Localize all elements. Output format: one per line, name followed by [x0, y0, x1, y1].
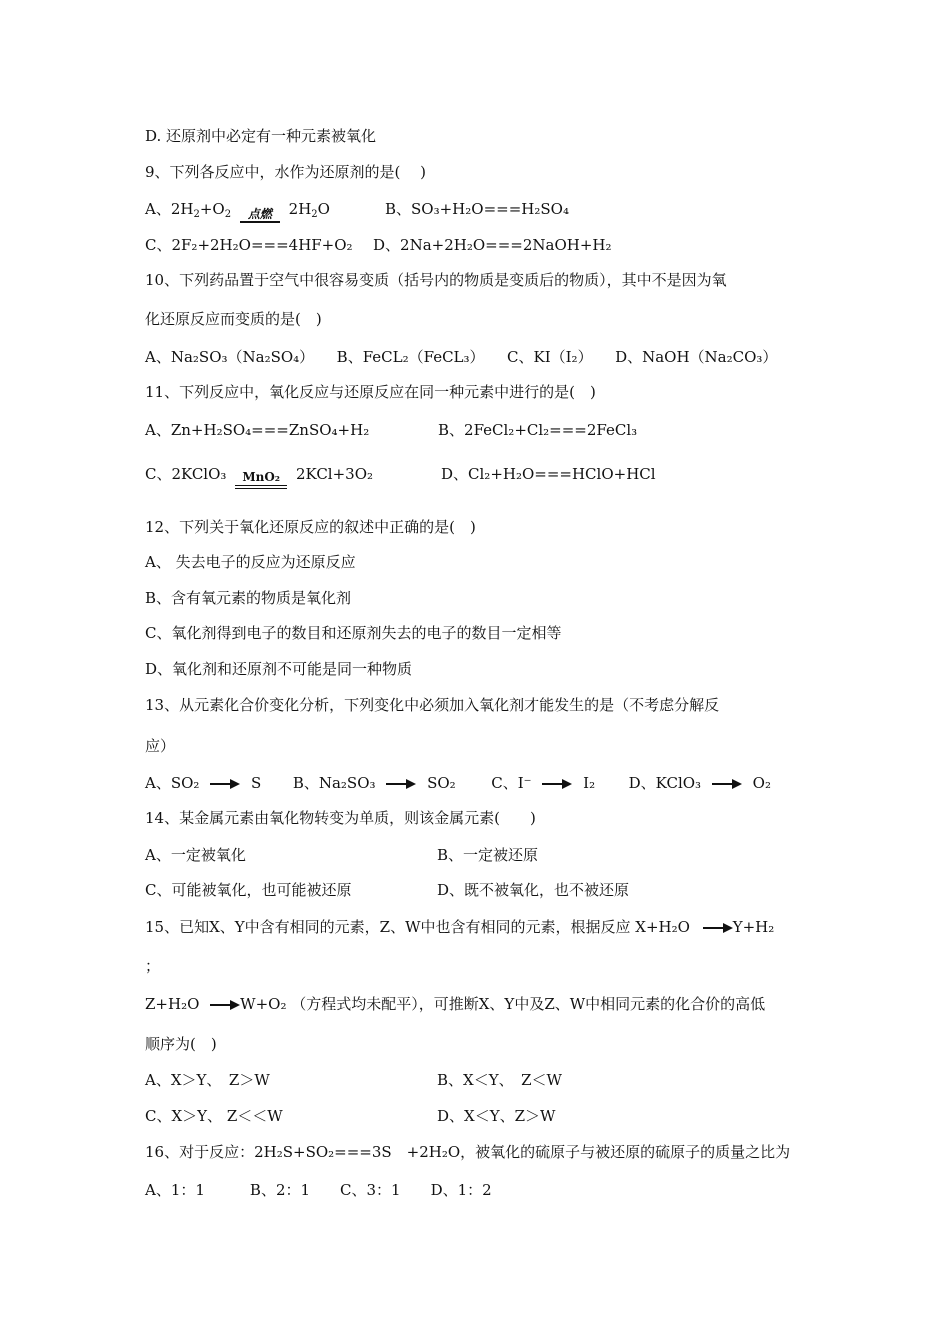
q15-option-d: D、X＜Y、Z＞W — [437, 1107, 556, 1125]
reaction-arrow-icon — [703, 923, 733, 933]
q9a-text-4: O — [317, 200, 330, 218]
q9a-text-2: +O — [199, 200, 225, 218]
q15-stem-3: 顺序为( ) — [145, 1035, 217, 1053]
equation-bar — [235, 485, 287, 486]
sub-2: 2 — [311, 209, 318, 220]
q9a-text-1: A、2H — [145, 200, 194, 218]
q12-option-b: B、含有氧元素的物质是氧化剂 — [145, 589, 352, 607]
equation-bar — [240, 221, 280, 223]
q14-option-c: C、可能被氧化，也可能被还原 — [145, 881, 352, 899]
q12-stem: 12、下列关于氧化还原反应的叙述中正确的是( ) — [145, 518, 476, 536]
q13a-from: A、SO₂ — [145, 774, 200, 792]
q9a-text-3: 2H — [288, 200, 312, 218]
q12-option-c: C、氧化剂得到电子的数目和还原剂失去的电子的数目一定相等 — [145, 624, 562, 642]
q13d-to: O₂ — [752, 774, 771, 792]
reaction-arrow-icon — [210, 779, 240, 789]
q13-stem-1: 13、从元素化合价变化分析，下列变化中必须加入氧化剂才能发生的是（不考虑分解反 — [145, 696, 720, 714]
q11-option-c — [145, 464, 373, 489]
q14-option-b: B、一定被还原 — [437, 846, 539, 864]
q15-text-2: Y+H₂ — [732, 918, 775, 936]
q8-option-d: D. 还原剂中必定有一种元素被氧化 — [145, 127, 377, 145]
q11-stem: 11、下列反应中，氧化反应与还原反应在同一种元素中进行的是( ) — [145, 383, 596, 401]
reaction-arrow-icon — [712, 779, 742, 789]
q13b-from: B、Na₂SO₃ — [292, 774, 376, 792]
ignite-condition — [240, 208, 280, 223]
q14-option-a: A、一定被氧化 — [145, 846, 246, 864]
q16-stem: 16、对于反应：2H₂S+SO₂===3S +2H₂O，被氧化的硫原子与被还原的硫原子的质量之比为 — [145, 1143, 791, 1161]
q13a-to: S — [250, 774, 262, 792]
q15-option-b: B、X＜Y、 Z＜W — [437, 1071, 562, 1089]
reaction-arrow-icon — [386, 779, 416, 789]
q12-option-d: D、氧化剂和还原剂不可能是同一种物质 — [145, 660, 413, 678]
reaction-arrow-icon — [210, 1000, 240, 1010]
q13-options — [145, 773, 771, 793]
q13c-from: C、I⁻ — [491, 774, 532, 792]
q11-option-b: B、2FeCl₂+Cl₂===2FeCl₃ — [438, 421, 638, 439]
q10-options: A、Na₂SO₃（Na₂SO₄） B、FeCL₂（FeCL₃） C、KI（I₂） D、NaOH（Na₂CO₃） — [145, 348, 778, 366]
equation-bar — [235, 488, 287, 489]
q9-option-c: C、2F₂+2H₂O===4HF+O₂ — [145, 236, 353, 254]
q9-option-b: B、SO₃+H₂O===H₂SO₄ — [385, 200, 569, 218]
q13b-to: SO₂ — [427, 774, 456, 792]
q15-text-4: W+O₂ （方程式均未配平），可推断X、Y中及Z、W中相同元素的化合价的高低 — [240, 995, 766, 1013]
q13-stem-2: 应） — [145, 737, 176, 755]
q15-text-1: 15、已知X、Y中含有相同的元素，Z、W中也含有相同的元素，根据反应 X+H₂O — [145, 918, 690, 936]
sub-2: 2 — [193, 209, 200, 220]
q11c-text-2: 2KCl+3O₂ — [295, 465, 374, 483]
q15-text-3: Z+H₂O — [145, 995, 200, 1013]
q9-option-d: D、2Na+2H₂O===2NaOH+H₂ — [373, 236, 612, 254]
q10-stem-2: 化还原反应而变质的是( ) — [145, 310, 322, 328]
q9-stem: 9、下列各反应中，水作为还原剂的是( ) — [145, 163, 427, 181]
q15-option-c: C、X＞Y、 Z＜＜W — [145, 1107, 283, 1125]
reaction-arrow-icon — [542, 779, 572, 789]
q15-option-a: A、X＞Y、 Z＞W — [145, 1071, 270, 1089]
q11-option-a: A、Zn+H₂SO₄===ZnSO₄+H₂ — [145, 421, 370, 439]
q11-option-d: D、Cl₂+H₂O===HClO+HCl — [441, 465, 656, 483]
q16-options: A、1：1 B、2：1 C、3：1 D、1：2 — [145, 1181, 492, 1199]
q9-option-a — [145, 199, 330, 225]
q13d-from: D、KClO₃ — [628, 774, 702, 792]
sub-2: 2 — [224, 209, 232, 220]
catalyst-label: MnO₂ — [242, 470, 281, 484]
q12-option-a: A、 失去电子的反应为还原反应 — [145, 553, 356, 571]
q13c-to: I₂ — [583, 774, 596, 792]
catalyst-condition — [235, 470, 287, 489]
q11c-text-1: C、2KClO₃ — [145, 465, 227, 483]
ignite-label: 点燃 — [247, 207, 272, 221]
q14-option-d: D、既不被氧化，也不被还原 — [437, 881, 630, 899]
q14-stem: 14、某金属元素由氧化物转变为单质，则该金属元素( ) — [145, 809, 536, 827]
q15-semicolon: ； — [145, 957, 161, 975]
q15-stem-1 — [145, 917, 774, 937]
q15-stem-2 — [145, 994, 765, 1014]
q10-stem-1: 10、下列药品置于空气中很容易变质（括号内的物质是变质后的物质），其中不是因为氧 — [145, 271, 727, 289]
